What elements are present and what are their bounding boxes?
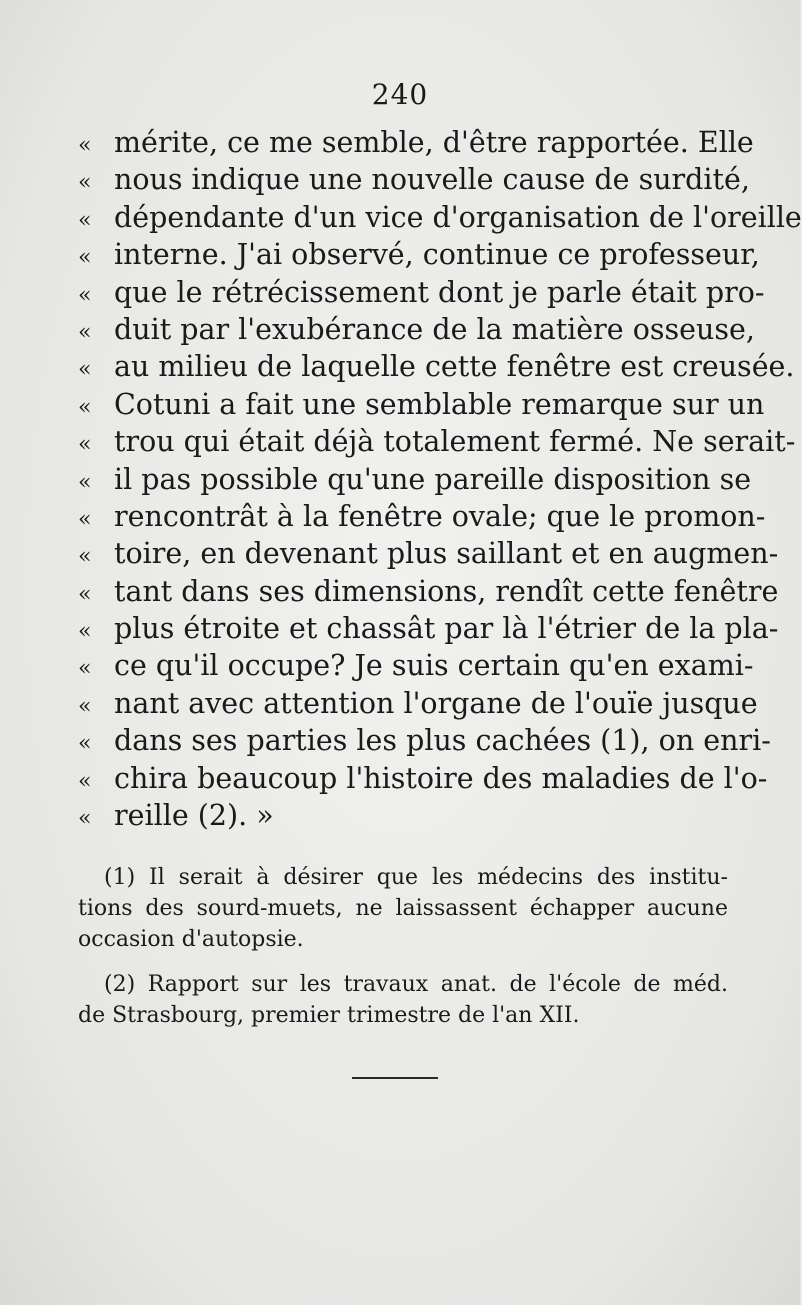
text-line bbox=[78, 311, 755, 348]
quote-mark: « bbox=[78, 656, 92, 682]
line-text: dans ses parties les plus cachées (1), on enri- bbox=[114, 724, 771, 758]
quote-mark: « bbox=[78, 282, 92, 308]
line-text: mérite, ce me semble, d'être rapportée. Elle bbox=[114, 126, 754, 159]
text-line bbox=[78, 124, 754, 161]
text-line bbox=[78, 573, 779, 610]
text-line bbox=[78, 348, 795, 385]
text-line bbox=[78, 535, 779, 572]
text-line bbox=[78, 274, 765, 311]
quote-mark: « bbox=[78, 133, 92, 158]
footnote-1-line: (1) Il serait à désirer que les médecins des institu- bbox=[104, 865, 728, 890]
line-text: toire, en devenant plus saillant et en augmen- bbox=[114, 537, 779, 571]
quote-mark: « bbox=[78, 693, 92, 719]
quote-mark: « bbox=[78, 432, 92, 458]
footnote-2-line: de Strasbourg, premier trimestre de l'an XII. bbox=[78, 1003, 580, 1028]
line-text: rencontrât à la fenêtre ovale; que le promon- bbox=[114, 499, 766, 533]
line-text: plus étroite et chassât par là l'étrier de la pla- bbox=[114, 612, 779, 646]
text-line bbox=[78, 610, 779, 647]
text-line bbox=[78, 498, 766, 535]
text-line bbox=[78, 722, 771, 759]
line-text: ce qu'il occupe? Je suis certain qu'en exami- bbox=[114, 649, 754, 683]
text-line bbox=[78, 423, 796, 460]
footnote-1-line: tions des sourd-muets, ne laissassent échapper aucune bbox=[78, 896, 728, 921]
text-line bbox=[78, 161, 750, 198]
quote-mark: « bbox=[78, 394, 92, 420]
text-line bbox=[78, 797, 728, 834]
line-text: au milieu de laquelle cette fenêtre est creusée. bbox=[114, 350, 795, 384]
quote-mark: « bbox=[78, 469, 92, 495]
line-text: dépendante d'un vice d'organisation de l'oreille bbox=[114, 200, 802, 234]
line-text: chira beaucoup l'histoire des maladies de l'o- bbox=[114, 761, 768, 795]
footnote-gap bbox=[78, 955, 728, 969]
text-line bbox=[78, 199, 802, 236]
quote-mark: « bbox=[78, 619, 92, 645]
footnotes bbox=[78, 862, 728, 1031]
quote-mark: « bbox=[78, 806, 92, 832]
body-text bbox=[78, 124, 802, 834]
line-text: duit par l'exubérance de la matière osseuse, bbox=[114, 312, 755, 346]
line-text: Cotuni a fait une semblable remarque sur un bbox=[114, 387, 765, 421]
text-line bbox=[78, 386, 765, 423]
footnote-2-line: (2) Rapport sur les travaux anat. de l'école de méd. bbox=[104, 972, 728, 997]
quote-mark: « bbox=[78, 581, 92, 607]
line-text: trou qui était déjà totalement fermé. Ne serait- bbox=[114, 425, 796, 459]
quote-mark: « bbox=[78, 245, 92, 271]
text-line bbox=[78, 236, 760, 273]
line-text: tant dans ses dimensions, rendît cette fenêtre bbox=[114, 574, 779, 608]
line-text: il pas possible qu'une pareille disposition se bbox=[114, 462, 752, 496]
line-text: interne. J'ai observé, continue ce professeur, bbox=[114, 238, 760, 272]
quote-mark: « bbox=[78, 357, 92, 383]
line-text: que le rétrécissement dont je parle était pro- bbox=[114, 275, 765, 309]
quote-mark: « bbox=[78, 170, 92, 196]
footnote-1-line: occasion d'autopsie. bbox=[78, 927, 304, 952]
text-line bbox=[78, 647, 754, 684]
quote-mark: « bbox=[78, 506, 92, 532]
quote-mark: « bbox=[78, 207, 92, 233]
section-rule bbox=[352, 1077, 438, 1079]
quote-mark: « bbox=[78, 731, 92, 757]
text-line bbox=[78, 461, 752, 498]
page-number: 240 bbox=[371, 78, 429, 111]
line-text: nous indique une nouvelle cause de surdité, bbox=[114, 163, 750, 197]
quote-mark: « bbox=[78, 544, 92, 570]
text-line bbox=[78, 685, 758, 722]
quote-mark: « bbox=[78, 768, 92, 794]
text-line bbox=[78, 760, 768, 797]
line-text: nant avec attention l'organe de l'ouïe jusque bbox=[114, 686, 758, 720]
quote-mark: « bbox=[78, 319, 92, 345]
line-text: reille (2). » bbox=[114, 799, 274, 833]
